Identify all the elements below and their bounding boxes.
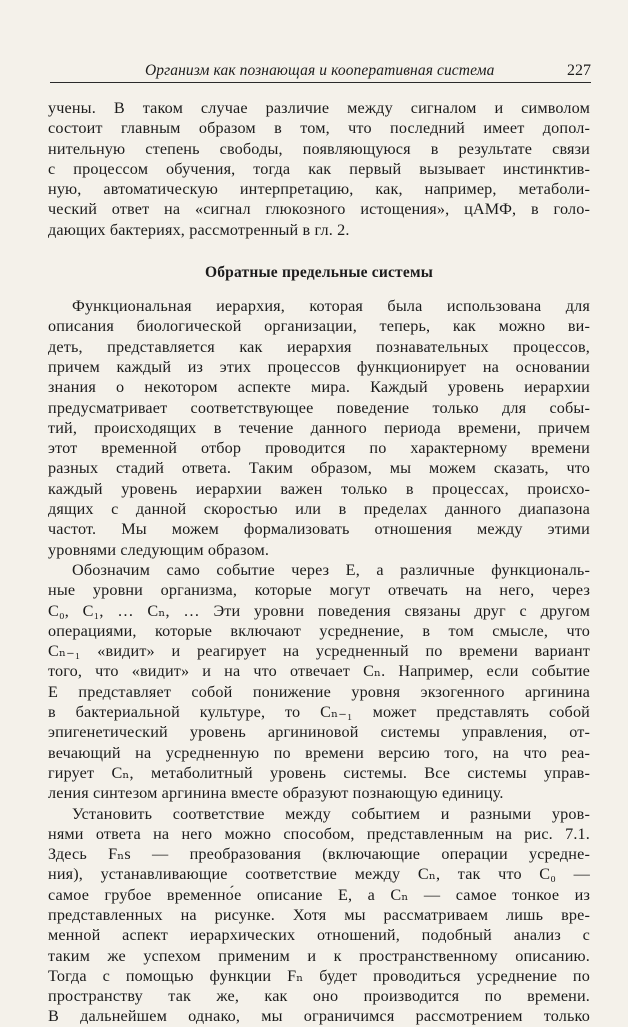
text-line: нями ответа на него можно способом, представленным на рис. 7.1.: [48, 824, 590, 843]
text-line: деть, представляется как иерархия познавательных процессов,: [48, 337, 590, 356]
text-line: предусматривает соответствующее поведение только для собы-: [48, 398, 590, 417]
paragraph-2: [48, 296, 590, 560]
paragraph-3: [48, 560, 590, 804]
running-header: [50, 60, 591, 83]
text-line: частот. Мы можем формализовать отношения между этими: [48, 520, 590, 539]
text-line: менной аспект иерархических отношений, подобный анализ с: [48, 926, 590, 945]
text-line: операциями, которые включают усреднение, в том смысле, что: [48, 621, 590, 640]
text-line: Функциональная иерархия, которая была использована для: [72, 297, 590, 316]
paragraph-4: [48, 804, 590, 1027]
text-line: уровнями следующим образом.: [48, 540, 270, 559]
text-line: таким же успехом применим и к пространственному описанию.: [48, 946, 590, 965]
text-line: в бактериальной культуре, то Cₙ₋₁ может представлять собой: [48, 703, 590, 722]
text-line: с процессом обучения, тогда как первый вызывает инстинктив-: [48, 159, 590, 178]
text-line: гирует Cₙ, метаболитный уровень системы. Все системы управ-: [48, 763, 590, 782]
text-line: самое грубое временно́е описание E, а Cₙ — самое тонкое из: [48, 885, 590, 904]
text-line: ные уровни организма, которые могут отвечать на него, через: [48, 581, 590, 600]
text-line: вечающий на усредненную по времени версию того, на что реа-: [48, 743, 590, 762]
text-line: эпигенетический уровень аргининовой системы управления, от-: [48, 723, 590, 742]
text-line: дящих с данной скоростью или в пределах данного диапазона: [48, 500, 590, 519]
text-line: описания биологической организации, теперь, как можно ви-: [48, 317, 590, 336]
text-line: C₀, C₁, … Cₙ, … Эти уровни поведения связаны друг с другом: [48, 601, 590, 620]
text-line: разных стадий ответа. Таким образом, мы можем сказать, что: [48, 459, 590, 478]
paragraph-1: [48, 98, 590, 240]
text-line: Установить соответствие между событием и разными уров-: [72, 804, 590, 823]
text-line: Здесь Fₙs — преобразования (включающие операции усредне-: [48, 845, 590, 864]
text-line: E представляет собой понижение уровня экзогенного аргинина: [48, 682, 590, 701]
text-line: знания о некотором аспекте мира. Каждый уровень иерархии: [48, 378, 590, 397]
text-line: дающих бактериях, рассмотренный в гл. 2.: [48, 220, 350, 239]
text-line: ную, автоматическую интерпретацию, как, например, метаболи-: [48, 180, 590, 199]
text-line: состоит главным образом в том, что последний имеет допол-: [48, 119, 590, 138]
text-line: учены. В таком случае различие между сигналом и символом: [48, 99, 590, 117]
text-line: Тогда с помощью функции Fₙ будет проводиться усреднение по: [48, 966, 590, 985]
text-line: нительную степень свободы, появляющуюся в результате связи: [48, 139, 590, 158]
text-line: ния), устанавливающие соответствие между Cₙ, так что C₀ —: [48, 865, 590, 884]
body-text: [48, 98, 590, 1027]
section-heading: Обратные предельные системы: [204, 264, 434, 282]
running-title: Организм как познающая и кооперативная система: [145, 62, 495, 79]
text-line: представленных на рисунке. Хотя мы рассматриваем лишь вре-: [48, 905, 590, 924]
text-line: того, что «видит» и на что отвечает Cₙ. Например, если событие: [48, 662, 590, 681]
text-line: тий, происходящих в течение данного периода времени, причем: [48, 418, 590, 437]
text-line: каждый уровень иерархии важен только в процессах, происхо-: [48, 479, 590, 498]
text-line: Cₙ₋₁ «видит» и реагирует на усредненный по времени вариант: [48, 642, 590, 661]
text-line: Обозначим само событие через E, а различные функциональ-: [72, 560, 590, 579]
text-line: ления синтезом аргинина вместе образуют познающую единицу.: [48, 784, 504, 803]
text-line: причем каждый из этих процессов функционирует на основании: [48, 357, 590, 376]
page-number: 227: [567, 62, 591, 79]
text-line: ческий ответ на «сигнал глюкозного истощения», цАМФ, в голо-: [48, 200, 590, 219]
text-line: В дальнейшем однако, мы ограничимся рассмотрением только: [48, 1007, 590, 1026]
text-line: этот временной отбор проводится по характерному времени: [48, 439, 590, 458]
text-line: пространству так же, как оно производится по времени.: [48, 987, 590, 1006]
